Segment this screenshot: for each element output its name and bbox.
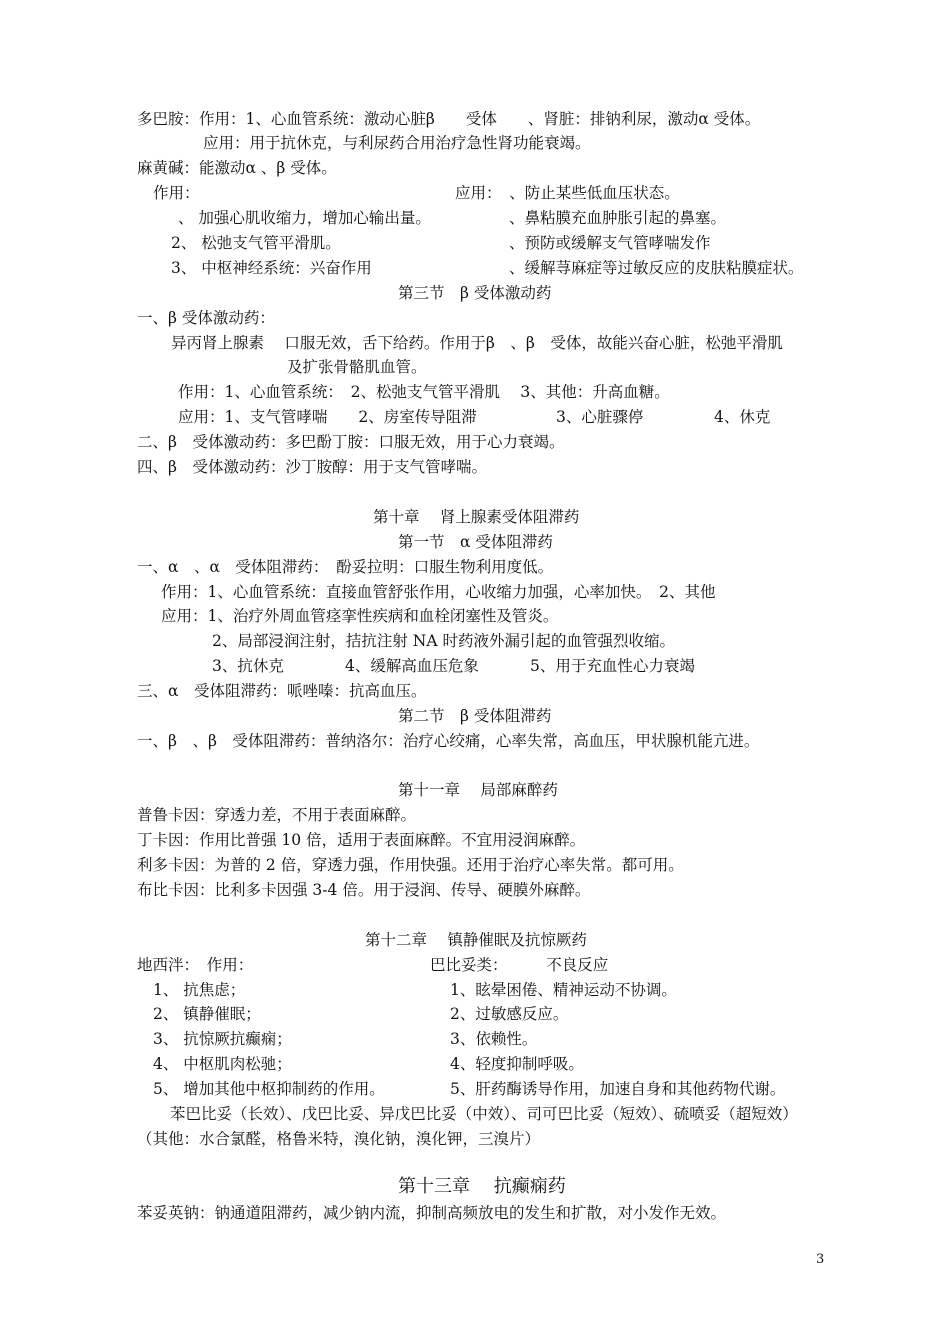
line-text: 、 加强心肌收缩力，增加心输出量。 <box>178 209 431 227</box>
list-item <box>450 1079 785 1099</box>
chapter-heading <box>365 930 587 950</box>
list-item <box>153 980 245 1000</box>
text-line <box>345 656 479 676</box>
line-text: 、鼻粘膜充血肿胀引起的鼻塞。 <box>509 209 727 227</box>
line-text: 4、缓解高血压危象 <box>345 657 479 675</box>
line-text: 、缓解荨麻症等过敏反应的皮肤粘膜症状。 <box>509 259 804 277</box>
line-text: 作用：1、心血管系统：直接血管舒张作用，心收缩力加强，心率加快。 2、其他 <box>161 583 716 601</box>
line-text: 丁卡因：作用比普强 10 倍，适用于表面麻醉。不宜用浸润麻醉。 <box>137 831 586 849</box>
line-text: 苯妥英钠：钠通道阻滞药，减少钠内流，抑制高频放电的发生和扩散，对小发作无效。 <box>137 1204 727 1222</box>
line-text: 2、 松弛支气管平滑肌。 <box>171 234 341 252</box>
line-text: 四、β 受体激动药：沙丁胺醇：用于支气管哮喘。 <box>137 458 487 476</box>
text-line <box>430 955 608 975</box>
list-item <box>153 1079 385 1099</box>
list-item <box>450 1029 537 1049</box>
text-line <box>137 158 337 178</box>
line-text: 、预防或缓解支气管哮喘发作 <box>509 234 711 252</box>
section-heading <box>398 706 551 726</box>
line-text: 一、α 、α 受体阻滞药： 酚妥拉明：口服生物利用度低。 <box>137 558 554 576</box>
text-line <box>137 880 590 900</box>
line-text: 2、局部浸润注射，拮抗注射 NA 时药液外漏引起的血管强烈收缩。 <box>212 632 675 650</box>
line-text: 3、 抗惊厥抗癫痫； <box>153 1030 292 1048</box>
text-line <box>137 109 760 129</box>
text-line <box>137 731 759 751</box>
line-text: 二、β 受体激动药：多巴酚丁胺：口服无效，用于心力衰竭。 <box>137 433 565 451</box>
text-line <box>178 382 670 402</box>
list-item <box>450 1054 584 1074</box>
line-text: 利多卡因：为普的 2 倍，穿透力强，作用快强。还用于治疗心率失常。都可用。 <box>137 856 684 874</box>
list-item <box>153 1029 292 1049</box>
line-text: 应用：1、治疗外周血管痉挛性疾病和血栓闭塞性及管炎。 <box>161 607 559 625</box>
chapter-heading <box>398 780 558 800</box>
line-text: 4、轻度抑制呼吸。 <box>450 1055 584 1073</box>
line-text: 4、 中枢肌肉松驰； <box>153 1055 292 1073</box>
text-line <box>137 457 487 477</box>
text-line <box>178 407 477 427</box>
line-text: 5、肝药酶诱导作用，加速自身和其他药物代谢。 <box>450 1080 786 1098</box>
text-line <box>556 407 643 427</box>
line-text: 作用： <box>153 184 200 202</box>
text-line <box>161 582 715 602</box>
text-line <box>212 631 675 651</box>
line-text: 应用：1、支气管哮喘 2、房室传导阻滞 <box>178 408 477 426</box>
line-text: 应用： 、防止某些低血压状态。 <box>455 184 680 202</box>
line-text: 4、休克 <box>714 408 771 426</box>
chapter-heading <box>398 1176 566 1198</box>
text-line <box>170 1104 798 1124</box>
line-text: 第二节 β 受体阻滞药 <box>398 707 552 725</box>
line-text: 一、β 、β 受体阻滞药：普纳洛尔：治疗心绞痛，心率失常，高血压，甲状腺机能亢进。 <box>137 732 760 750</box>
line-text: 2、过敏感反应。 <box>450 1005 569 1023</box>
text-line <box>153 183 200 203</box>
text-line <box>714 407 770 427</box>
line-text: 三、α 受体阻滞药：哌唑嗪：抗高血压。 <box>137 682 427 700</box>
line-text: 地西泮： 作用： <box>137 956 254 974</box>
text-line <box>137 855 684 875</box>
line-text: 5、 增加其他中枢抑制药的作用。 <box>153 1080 385 1098</box>
line-text: 异丙肾上腺素 口服无效，舌下给药。作用于β 、β 受体，故能兴奋心脏，松弛平滑肌 <box>171 334 783 352</box>
text-line <box>171 333 783 353</box>
line-text: 麻黄碱：能激动α 、β 受体。 <box>137 159 337 177</box>
line-text: 一、β 受体激动药： <box>137 309 275 327</box>
line-text: 第一节 α 受体阻滞药 <box>398 533 553 551</box>
line-text: （其他：水合氯醛，格鲁米特，溴化钠，溴化钾，三溴片） <box>137 1130 541 1148</box>
text-line <box>530 656 695 676</box>
list-item <box>450 980 677 1000</box>
line-text: 3、 中枢神经系统：兴奋作用 <box>171 259 372 277</box>
line-text: 5、用于充血性心力衰竭 <box>530 657 695 675</box>
section-heading <box>398 283 551 303</box>
line-text: 3、抗休克 <box>212 657 284 675</box>
line-text: 第十三章 抗癫痫药 <box>398 1176 566 1197</box>
text-line <box>137 805 416 825</box>
line-text: 及扩张骨骼肌血管。 <box>287 358 427 376</box>
text-line <box>171 233 341 253</box>
text-line <box>178 208 431 228</box>
text-line <box>137 1129 540 1149</box>
line-text: 3、心脏骤停 <box>556 408 644 426</box>
text-line <box>509 233 711 253</box>
line-text: 布比卡因：比利多卡因强 3-4 倍。用于浸润、传导、硬膜外麻醉。 <box>137 881 591 899</box>
text-line <box>171 258 372 278</box>
text-line <box>137 1203 726 1223</box>
line-text: 第十章 肾上腺素受体阻滞药 <box>373 508 580 526</box>
chapter-heading <box>373 507 579 527</box>
text-line <box>161 606 558 626</box>
line-text: 普鲁卡因：穿透力差，不用于表面麻醉。 <box>137 806 417 824</box>
line-text: 3、依赖性。 <box>450 1030 538 1048</box>
list-item <box>153 1054 292 1074</box>
text-line <box>212 656 284 676</box>
line-text: 第三节 β 受体激动药 <box>398 284 552 302</box>
section-heading <box>398 532 553 552</box>
text-line <box>203 133 591 153</box>
text-line <box>137 955 253 975</box>
line-text: 苯巴比妥（长效）、戊巴比妥、异戊巴比妥（中效）、司可巴比妥（短效）、硫喷妥（超短效） <box>170 1105 798 1123</box>
text-line <box>137 557 553 577</box>
text-line <box>287 357 427 377</box>
text-line <box>455 183 680 203</box>
line-text: 2、 镇静催眠； <box>153 1005 261 1023</box>
text-line <box>137 432 564 452</box>
line-text: 1、 抗焦虑； <box>153 981 246 999</box>
list-item <box>450 1004 568 1024</box>
page-number: 3 <box>816 1252 825 1267</box>
line-text: 第十一章 局部麻醉药 <box>398 781 558 799</box>
list-item <box>153 1004 261 1024</box>
text-line <box>509 208 726 228</box>
line-text: 1、眩晕困倦、精神运动不协调。 <box>450 981 677 999</box>
line-text: 作用：1、心血管系统： 2、松弛支气管平滑肌 3、其他：升高血糖。 <box>178 383 670 401</box>
line-text: 应用：用于抗休克，与利尿药合用治疗急性肾功能衰竭。 <box>203 134 591 152</box>
line-text: 巴比妥类： 不良反应 <box>430 956 609 974</box>
text-line <box>509 258 804 278</box>
text-line <box>137 681 426 701</box>
text-line <box>137 308 275 328</box>
line-text: 第十二章 镇静催眠及抗惊厥药 <box>365 931 587 949</box>
text-line <box>137 830 585 850</box>
line-text: 多巴胺：作用：1、心血管系统：激动心脏β 受体 、肾脏：排钠利尿，激动α 受体。 <box>137 110 761 128</box>
